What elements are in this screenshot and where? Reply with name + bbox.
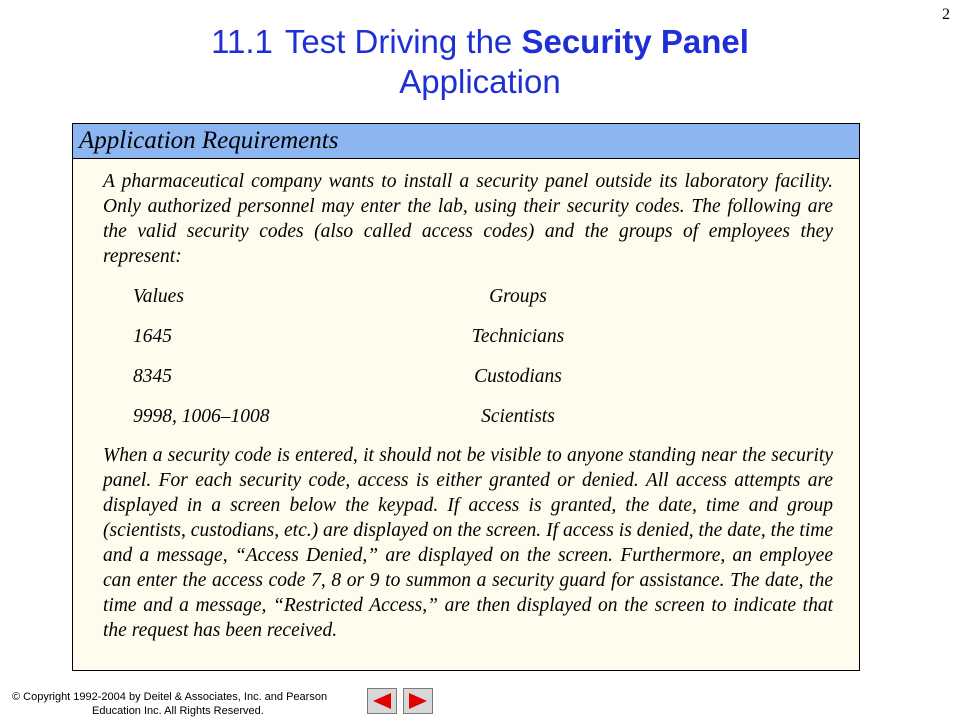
table-cell-value: 1645 — [133, 326, 172, 347]
table-row — [133, 317, 618, 357]
left-arrow-icon — [371, 692, 393, 710]
requirements-body — [73, 169, 859, 643]
table-row — [133, 357, 618, 397]
slide-title — [150, 22, 810, 102]
title-bold: Security Panel — [521, 23, 749, 60]
right-arrow-icon — [407, 692, 429, 710]
title-prefix: Test Driving the — [284, 23, 522, 60]
table-cell-value: 9998, 1006–1008 — [133, 406, 270, 427]
copyright-footer — [12, 690, 327, 718]
table-cell-group: Technicians — [471, 326, 565, 347]
requirements-header: Application Requirements — [73, 124, 859, 159]
table-header-row — [133, 277, 618, 317]
table-cell-group: Custodians — [474, 366, 562, 387]
page-number: 2 — [942, 6, 950, 23]
title-line-2: Application — [399, 63, 561, 100]
requirements-box — [72, 123, 860, 671]
next-slide-button[interactable] — [403, 688, 433, 714]
codes-table — [133, 277, 618, 437]
table-cell-value: 8345 — [133, 366, 172, 387]
copyright-line-1: © Copyright 1992-2004 by Deitel & Associates, Inc. and Pearson — [12, 691, 328, 703]
copyright-line-2: Education Inc. All Rights Reserved. — [92, 705, 264, 717]
requirements-intro: A pharmaceutical company wants to install a security panel outside its laboratory facility. Only authorized personnel may enter the lab, using their security codes. The following are the valid security codes (also called access codes) and the groups of employees they represent: — [103, 171, 833, 267]
column-header-groups: Groups — [489, 286, 547, 307]
column-header-values: Values — [133, 286, 184, 307]
requirements-description: When a security code is entered, it should not be visible to anyone standing near the security panel. For each security code, access is either granted or denied. All access attempts are displayed in a screen below the keypad. If access is granted, the date, time and group (scientists, custodians, etc.) are displayed on the screen. If access is denied, the date, the time and a message, “Access Denied,” are displayed on the screen. Furthermore, an employee can enter the access code 7, 8 or 9 to summon a security guard for assistance. The date, the time and a message, “Restricted Access,” are then displayed on the screen to indicate that the request has been received. — [103, 445, 833, 641]
title-number: 11.1 — [211, 23, 273, 60]
table-row — [133, 397, 618, 437]
previous-slide-button[interactable] — [367, 688, 397, 714]
table-cell-group: Scientists — [481, 406, 555, 427]
slide-navigation — [367, 688, 433, 714]
title-line-1 — [150, 22, 810, 62]
